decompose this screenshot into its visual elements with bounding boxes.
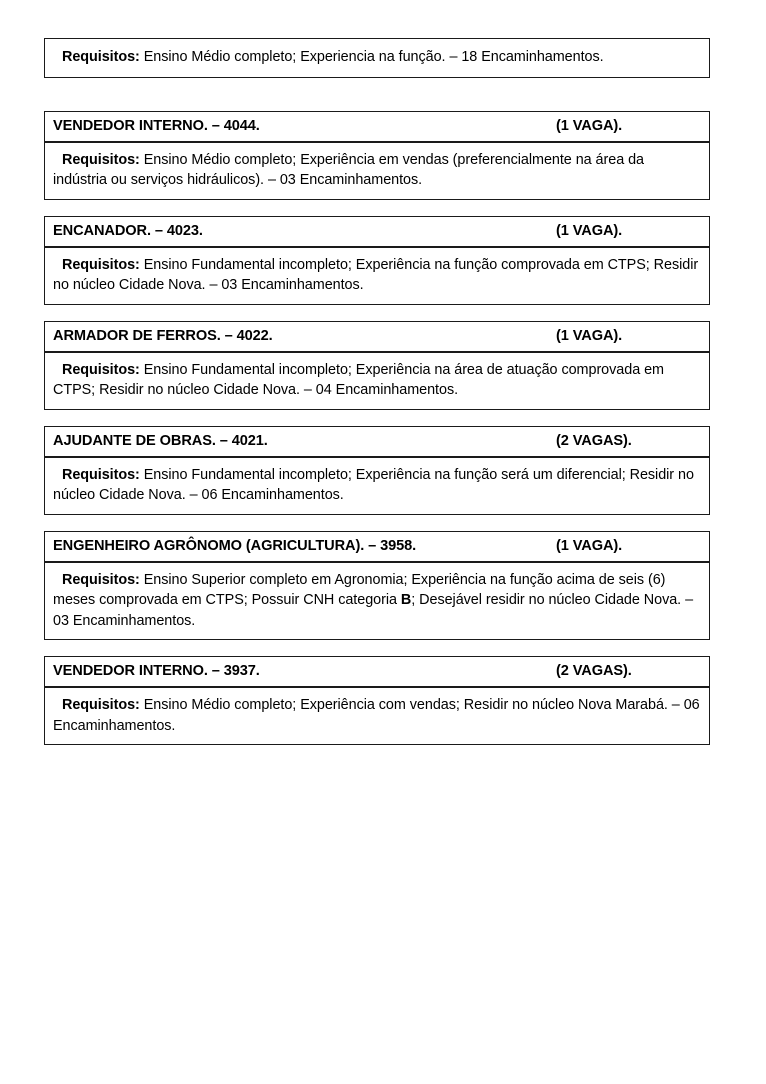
vacancy-title-box: [44, 216, 710, 247]
requirements-box: [44, 142, 710, 200]
vacancy-role-title: VENDEDOR INTERNO. – 3937.: [53, 663, 260, 679]
requirements-body: Ensino Médio completo; Experiência em vendas (preferencialmente na área da indústria ou serviços hidráulicos). – 03 Encaminhamentos.: [53, 151, 645, 188]
vacancy-entry-orphan: [44, 38, 710, 78]
vacancy-entry-armador-de-ferros-4022: [44, 321, 710, 410]
vacancy-list: [44, 38, 710, 761]
vacancy-role-title: ARMADOR DE FERROS. – 4022.: [53, 327, 273, 344]
requirements-label: Requisitos:: [62, 697, 140, 713]
vacancy-entry-ajudante-de-obras-4021: [44, 426, 710, 515]
vacancy-title-box: [44, 531, 710, 562]
requirements-body: Ensino Fundamental incompleto; Experiência na função será um diferencial; Residir no núcleo Cidade Nova. – 06 Encaminhamentos.: [53, 466, 694, 503]
vacancy-count-badge: (1 VAGA).: [556, 222, 623, 239]
requirements-body-part2: ; Desejável residir no núcleo Cidade Nova. – 03 Encaminhamentos.: [53, 592, 694, 629]
requirements-label: Requisitos:: [62, 256, 140, 273]
vacancy-role-title: ENCANADOR. – 4023.: [53, 222, 203, 239]
requirements-label: Requisitos:: [62, 361, 140, 378]
vacancy-title-box: [44, 656, 710, 687]
vacancy-entry-encanador-4023: [44, 216, 710, 305]
requirements-box: [44, 247, 710, 305]
requirements-label: Requisitos:: [62, 466, 140, 483]
requirements-text: [53, 695, 700, 736]
requirements-body: Ensino Fundamental incompleto; Experiência na função comprovada em CTPS; Residir no núcleo Cidade Nova. – 03 Encaminhamentos.: [53, 256, 699, 293]
requirements-text: [53, 150, 700, 191]
vacancy-entry-vendedor-interno-3937: [44, 656, 710, 745]
requirements-text: [53, 465, 700, 506]
vacancy-title-box: [44, 426, 710, 457]
cnh-category-emphasis: B: [400, 592, 412, 608]
requirements-box: [44, 687, 710, 745]
requirements-box: [44, 352, 710, 410]
requirements-label: Requisitos:: [62, 151, 140, 168]
vacancy-entry-vendedor-interno-4044: [44, 111, 710, 200]
vacancy-role-title: VENDEDOR INTERNO. – 4044.: [53, 117, 260, 134]
requirements-text: [53, 360, 700, 401]
vacancy-count-badge: (1 VAGA).: [556, 117, 623, 134]
requirements-box: [44, 38, 710, 78]
vacancy-entry-engenheiro-agronomo-3958: [44, 531, 710, 641]
vacancy-count-badge: (2 VAGAS).: [556, 432, 632, 449]
requirements-body: Ensino Médio completo; Experiencia na função. – 18 Encaminhamentos.: [139, 49, 604, 65]
requirements-box: [44, 562, 710, 641]
requirements-box: [44, 457, 710, 515]
requirements-text: [53, 570, 700, 632]
vacancy-role-title: AJUDANTE DE OBRAS. – 4021.: [53, 432, 268, 449]
vacancy-count-badge: (1 VAGA).: [556, 537, 623, 554]
requirements-label: Requisitos:: [62, 571, 140, 588]
requirements-text: [53, 47, 700, 68]
vacancy-role-title: ENGENHEIRO AGRÔNOMO (AGRICULTURA). – 3958.: [53, 537, 417, 554]
requirements-body: Ensino Fundamental incompleto; Experiência na área de atuação comprovada em CTPS; Residir no núcleo Cidade Nova. – 04 Encaminhamentos.: [53, 361, 664, 398]
requirements-text: [53, 255, 700, 296]
vacancy-count-badge: (1 VAGA).: [556, 327, 623, 344]
requirements-body-part1: Ensino Superior completo em Agronomia; Experiência na função acima de seis (6) meses comprovada em CTPS; Possuir CNH categoria: [53, 571, 666, 608]
requirements-label: Requisitos:: [62, 49, 140, 65]
vacancy-title-box: [44, 111, 710, 142]
requirements-body: Ensino Médio completo; Experiência com vendas; Residir no núcleo Nova Marabá. – 06 Encaminhamentos.: [53, 697, 700, 734]
vacancy-count-badge: (2 VAGAS).: [556, 663, 632, 679]
vacancy-title-box: [44, 321, 710, 352]
